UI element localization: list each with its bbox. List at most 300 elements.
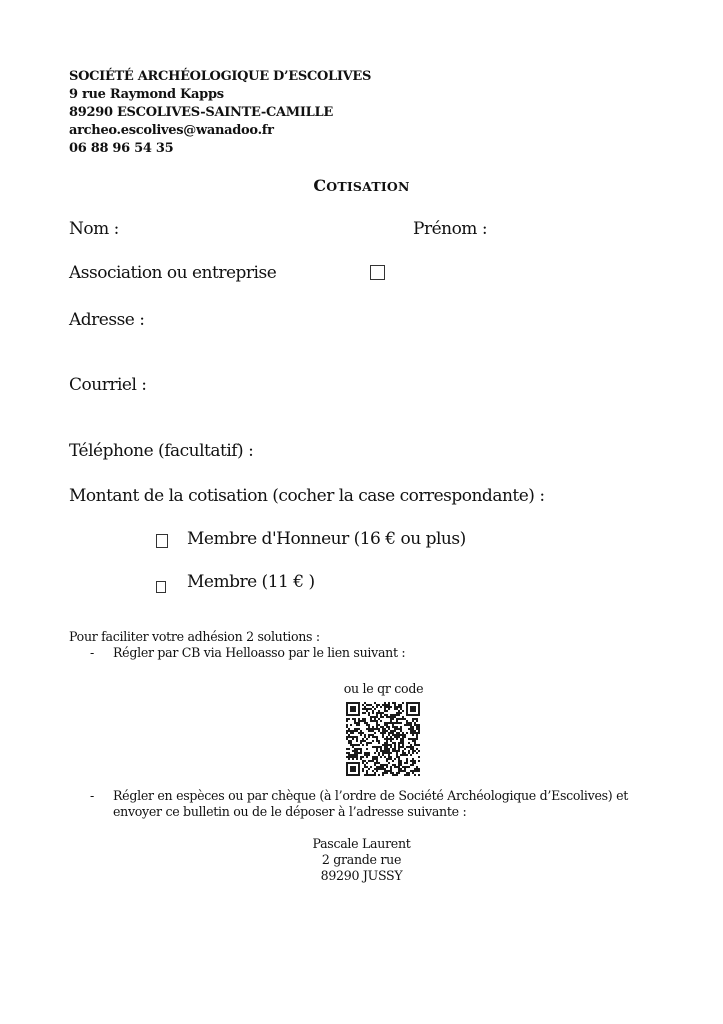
qr-module [414,774,416,776]
qr-module [374,772,376,774]
qr-module [364,736,366,738]
qr-module [390,740,392,742]
org-street: 9 rue Raymond Kapps [69,87,224,102]
qr-module [354,736,356,738]
qr-module [378,718,380,720]
qr-module [416,734,418,736]
qr-module [384,748,386,750]
qr-module [410,760,412,762]
qr-module [378,746,380,748]
qr-module [378,728,380,730]
qr-module [402,754,404,756]
qr-module [368,712,370,714]
qr-module [400,726,402,728]
qr-module [358,732,360,734]
qr-module [392,724,394,726]
qr-module [390,744,392,746]
qr-module [396,772,398,774]
qr-module [348,758,350,760]
qr-module [350,732,352,734]
telephone-label: Téléphone (facultatif) : [69,441,254,461]
qr-module [384,738,386,740]
qr-module [350,756,352,758]
qr-module [384,770,386,772]
qr-module [370,766,372,768]
qr-module [398,770,400,772]
qr-module [404,774,406,776]
qr-module [386,716,388,718]
qr-module [366,742,368,744]
qr-module [388,762,390,764]
qr-module [396,736,398,738]
qr-module [410,770,412,772]
qr-module [408,774,410,776]
qr-module [386,764,388,766]
qr-code-icon[interactable] [346,702,420,776]
qr-module [346,726,348,728]
qr-finder-center [410,706,416,712]
qr-module [360,750,362,752]
qr-module [386,750,388,752]
qr-module [386,738,388,740]
qr-module [352,754,354,756]
qr-module [386,746,388,748]
payment-intro: Pour faciliter votre adhésion 2 solutions : [69,629,320,644]
qr-module [366,756,368,758]
qr-module [346,724,348,726]
qr-module [400,746,402,748]
qr-module [390,772,392,774]
qr-module [396,766,398,768]
qr-module [412,772,414,774]
qr-module [380,714,382,716]
qr-module [392,760,394,762]
qr-module [348,730,350,732]
qr-module [404,748,406,750]
qr-module [394,708,396,710]
page-title [0,176,723,195]
qr-module [412,740,414,742]
qr-module [352,718,354,720]
option-honneur-checkbox[interactable] [156,533,168,552]
qr-module [394,766,396,768]
qr-module [370,730,372,732]
qr-module [354,728,356,730]
qr-module [354,754,356,756]
qr-module [368,754,370,756]
qr-module [398,764,400,766]
qr-module [384,722,386,724]
qr-module [372,716,374,718]
qr-module [402,742,404,744]
qr-module [398,748,400,750]
checkbox-empty-icon [156,581,166,593]
qr-module [398,758,400,760]
qr-module [364,754,366,756]
qr-module [400,770,402,772]
qr-module [364,720,366,722]
association-checkbox[interactable] [370,265,385,284]
qr-module [374,764,376,766]
association-label: Association ou entreprise [69,263,277,283]
qr-module [346,718,348,720]
qr-module [414,770,416,772]
qr-module [352,758,354,760]
qr-module [396,734,398,736]
qr-module [388,732,390,734]
qr-module [360,756,362,758]
qr-module [398,750,400,752]
qr-module [388,770,390,772]
payment-option-cash-line1: Régler en espèces ou par chèque (à l’ordre de Société Archéologique d’Escolives) et [113,788,628,803]
qr-module [370,720,372,722]
qr-module [396,708,398,710]
qr-module [370,774,372,776]
qr-module [358,728,360,730]
qr-module [398,772,400,774]
montant-label: Montant de la cotisation (cocher la case correspondante) : [69,486,545,506]
qr-module [392,716,394,718]
qr-module [366,772,368,774]
qr-module [370,760,372,762]
qr-module [404,768,406,770]
qr-module [388,726,390,728]
qr-module [392,774,394,776]
qr-module [388,758,390,760]
qr-module [402,732,404,734]
qr-module [348,718,350,720]
qr-module [364,760,366,762]
qr-module [378,752,380,754]
qr-module [416,736,418,738]
qr-module [350,740,352,742]
qr-module [378,766,380,768]
qr-module [368,742,370,744]
qr-module [380,706,382,708]
qr-module [410,746,412,748]
mail-address-name: Pascale Laurent [312,836,411,851]
qr-module [400,718,402,720]
qr-module [352,744,354,746]
qr-module [402,718,404,720]
qr-module [386,766,388,768]
org-name: SOCIÉTÉ ARCHÉOLOGIQUE D’ESCOLIVES [69,69,372,84]
qr-module [374,718,376,720]
qr-module [386,742,388,744]
qr-module [402,746,404,748]
qr-module [354,748,356,750]
qr-module [406,754,408,756]
qr-module [368,768,370,770]
qr-module [366,774,368,776]
qr-module [378,762,380,764]
qr-module [402,740,404,742]
qr-module [418,724,420,726]
qr-module [396,726,398,728]
qr-module [378,730,380,732]
qr-module [354,720,356,722]
qr-module [362,720,364,722]
qr-module [398,736,400,738]
qr-module [408,724,410,726]
qr-module [352,750,354,752]
qr-module [370,718,372,720]
qr-module [394,746,396,748]
qr-module [398,734,400,736]
qr-module [366,738,368,740]
qr-module [412,746,414,748]
qr-module [396,718,398,720]
qr-module [358,720,360,722]
qr-module [410,764,412,766]
qr-module [400,740,402,742]
option-honneur-label: Membre d'Honneur (16 € ou plus) [187,529,466,549]
qr-module [416,738,418,740]
qr-module [374,732,376,734]
qr-finder-center [350,766,356,772]
qr-module [384,702,386,704]
qr-module [356,752,358,754]
qr-module [394,702,396,704]
qr-module [360,748,362,750]
qr-module [372,740,374,742]
qr-module [408,766,410,768]
qr-module [390,752,392,754]
qr-module [408,746,410,748]
qr-module [412,758,414,760]
qr-module [376,728,378,730]
qr-module [386,706,388,708]
qr-module [380,726,382,728]
qr-module [368,704,370,706]
qr-module [378,712,380,714]
option-membre-checkbox[interactable] [156,578,166,597]
qr-module [390,722,392,724]
qr-module [392,702,394,704]
qr-module [414,762,416,764]
qr-module [406,720,408,722]
qr-module [386,758,388,760]
qr-module [394,774,396,776]
qr-module [394,758,396,760]
qr-module [380,766,382,768]
qr-module [356,728,358,730]
qr-module [414,730,416,732]
qr-module [398,742,400,744]
qr-module [394,734,396,736]
qr-module [372,710,374,712]
qr-module [414,732,416,734]
qr-module [396,720,398,722]
qr-module [372,712,374,714]
qr-module [398,746,400,748]
qr-module [370,728,372,730]
qr-module [416,728,418,730]
qr-module [390,738,392,740]
qr-module [378,754,380,756]
qr-module [416,732,418,734]
qr-module [376,766,378,768]
qr-module [354,722,356,724]
qr-module [360,740,362,742]
qr-module [394,726,396,728]
qr-module [400,730,402,732]
qr-module [358,718,360,720]
qr-module [402,702,404,704]
qr-module [384,768,386,770]
qr-module [376,704,378,706]
qr-module [394,716,396,718]
qr-module [386,704,388,706]
qr-module [348,754,350,756]
qr-module [404,752,406,754]
qr-module [398,760,400,762]
qr-module [366,710,368,712]
qr-module [390,766,392,768]
qr-module [410,724,412,726]
qr-module [382,716,384,718]
qr-module [410,744,412,746]
qr-module [368,734,370,736]
qr-module [412,750,414,752]
qr-module [414,740,416,742]
qr-module [346,738,348,740]
qr-module [348,740,350,742]
qr-module [412,770,414,772]
qr-module [364,718,366,720]
qr-module [374,702,376,704]
qr-module [390,768,392,770]
qr-module [414,724,416,726]
qr-module [416,766,418,768]
qr-module [392,714,394,716]
qr-module [406,722,408,724]
qr-module [376,724,378,726]
qr-module [392,730,394,732]
option-membre-label: Membre (11 € ) [187,572,315,592]
qr-module [386,752,388,754]
qr-module [394,722,396,724]
qr-module [412,732,414,734]
qr-module [412,734,414,736]
qr-module [374,758,376,760]
qr-module [356,754,358,756]
qr-module [376,748,378,750]
qr-module [382,764,384,766]
qr-module [352,738,354,740]
qr-module [376,726,378,728]
qr-module [396,732,398,734]
qr-module [406,762,408,764]
qr-module [382,704,384,706]
qr-module [400,762,402,764]
qr-module [408,738,410,740]
qr-module [406,724,408,726]
qr-module [392,750,394,752]
nom-label: Nom : [69,219,119,239]
qr-module [412,752,414,754]
qr-module [406,746,408,748]
qr-module [394,706,396,708]
qr-module [396,750,398,752]
qr-module [390,714,392,716]
qr-module [416,752,418,754]
qr-module [366,762,368,764]
qr-module [388,706,390,708]
qr-module [394,736,396,738]
qr-module [388,750,390,752]
qr-module [412,728,414,730]
qr-module [346,752,348,754]
qr-module [362,718,364,720]
qr-module [348,728,350,730]
qr-module [368,760,370,762]
qr-module [376,740,378,742]
qr-module [400,728,402,730]
qr-module [412,718,414,720]
qr-module [364,706,366,708]
qr-module [376,760,378,762]
qr-module [384,772,386,774]
qr-module [414,768,416,770]
qr-module [384,708,386,710]
qr-module [360,730,362,732]
qr-module [412,730,414,732]
qr-module [400,704,402,706]
qr-module [396,722,398,724]
qr-module [392,738,394,740]
qr-module [396,738,398,740]
qr-module [392,748,394,750]
qr-module [350,724,352,726]
qr-module [410,726,412,728]
qr-module [384,744,386,746]
qr-module [356,738,358,740]
qr-module [352,746,354,748]
qr-module [386,710,388,712]
qr-module [410,732,412,734]
qr-module [372,726,374,728]
qr-module [384,756,386,758]
qr-module [388,702,390,704]
qr-module [362,732,364,734]
qr-module [354,750,356,752]
qr-module [416,720,418,722]
qr-module [406,774,408,776]
qr-module [394,730,396,732]
qr-module [366,770,368,772]
qr-module [400,760,402,762]
qr-module [400,738,402,740]
qr-module [396,754,398,756]
qr-module [394,704,396,706]
qr-module [406,758,408,760]
qr-module [386,722,388,724]
qr-module [384,728,386,730]
qr-module [394,742,396,744]
qr-module [350,744,352,746]
payment-option-cb: Régler par CB via Helloasso par le lien suivant : [113,645,406,660]
bullet-marker: - [90,645,94,660]
qr-module [410,722,412,724]
qr-caption: ou le qr code [343,681,424,696]
qr-module [384,730,386,732]
qr-module [404,754,406,756]
qr-module [402,770,404,772]
qr-module [394,744,396,746]
qr-module [416,718,418,720]
qr-module [368,726,370,728]
